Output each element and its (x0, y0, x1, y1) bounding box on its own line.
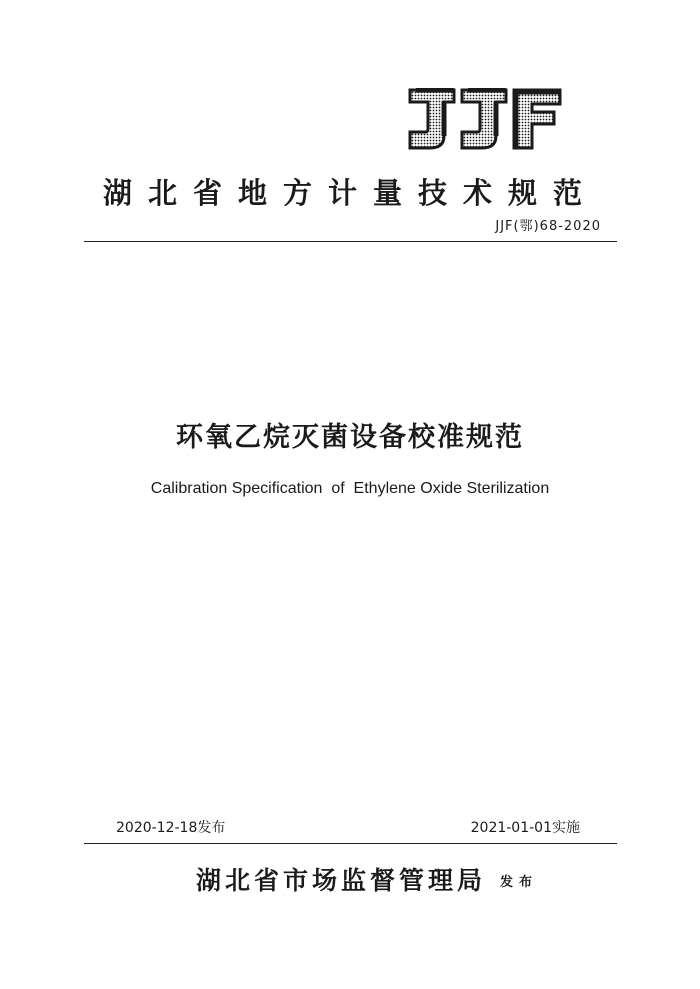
standard-category-title: 湖北省地方计量技术规范 (103, 176, 599, 210)
logo-letter-j1 (410, 90, 454, 148)
publisher-name: 湖北省市场监督管理局 (196, 866, 487, 895)
header-divider (84, 241, 617, 242)
document-number: JJF(鄂)68-2020 (495, 219, 601, 234)
document-title-english: Calibration Specification of Ethylene Oxide Sterilization (150, 480, 550, 497)
effective-date: 2021-01-01实施 (470, 820, 580, 836)
publisher-line (196, 861, 538, 897)
document-title-chinese: 环氧乙烷灭菌设备校准规范 (176, 422, 524, 453)
publisher-action: 发布 (500, 875, 539, 890)
logo-letter-f (514, 90, 560, 148)
issue-date: 2020-12-18发布 (116, 820, 226, 836)
logo-letter-j2 (462, 90, 506, 148)
footer-divider (84, 843, 617, 844)
jjf-logo (408, 88, 562, 150)
